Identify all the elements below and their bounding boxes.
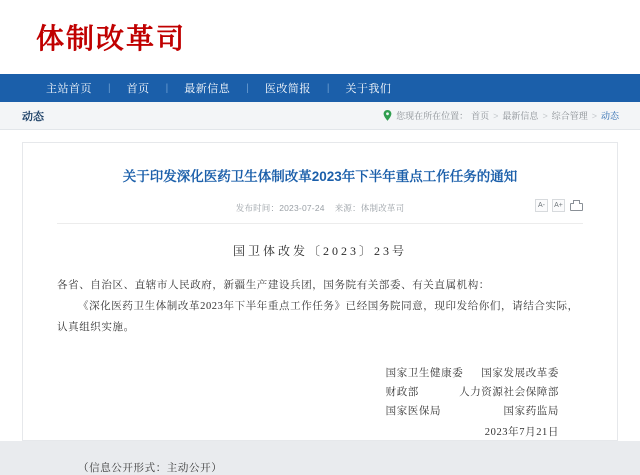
- document-body: [57, 275, 583, 338]
- breadcrumb-prefix: 您现在所在位置：: [396, 111, 469, 121]
- breadcrumb-item-latest-info[interactable]: 最新信息: [502, 111, 539, 121]
- signer-finance-ministry: 财政部: [385, 387, 419, 398]
- signer-development-reform: 国家发展改革委: [481, 368, 559, 379]
- breadcrumb-item-current: 动态: [600, 111, 619, 121]
- location-pin-icon: [383, 110, 392, 121]
- content-area: [0, 130, 640, 474]
- signer-human-resources: 人力资源社会保障部: [459, 387, 559, 398]
- signature-row: [386, 383, 559, 402]
- site-header: [0, 0, 640, 74]
- document-meta: [57, 199, 583, 217]
- breadcrumb-separator: >: [493, 110, 499, 121]
- document-tools: [535, 199, 583, 212]
- document-number: 国卫体改发〔2023〕23号: [232, 244, 407, 258]
- site-title: 体制改革司: [36, 24, 187, 55]
- source-value: 体制改革司: [360, 203, 405, 213]
- document-title: 关于印发深化医药卫生体制改革2023年下半年重点工作任务的通知: [122, 169, 518, 184]
- font-increase-button[interactable]: A+: [552, 199, 565, 212]
- meta-divider: [57, 223, 583, 224]
- nav-item-home-main[interactable]: 主站首页: [46, 83, 92, 95]
- signer-health-commission: 国家卫生健康委: [385, 368, 464, 379]
- publish-date: 2023-07-24: [279, 203, 325, 213]
- font-decrease-button[interactable]: A-: [535, 199, 548, 212]
- document-card: [22, 142, 618, 474]
- main-navigation: [0, 74, 640, 102]
- breadcrumb-item-general-admin[interactable]: 综合管理: [551, 111, 588, 121]
- signer-medical-insurance: 国家医保局: [385, 406, 442, 417]
- signature-block: [57, 364, 583, 442]
- signature-row: [386, 364, 559, 383]
- breadcrumb-separator: >: [591, 110, 597, 121]
- nav-separator: |: [326, 82, 330, 94]
- nav-item-about-us[interactable]: 关于我们: [345, 83, 392, 95]
- breadcrumb: [383, 109, 622, 122]
- nav-item-reform-bulletin[interactable]: 医改简报: [264, 83, 311, 95]
- nav-separator: |: [108, 82, 111, 94]
- publish-label: 发布时间：: [235, 203, 280, 213]
- section-title: 动态: [22, 110, 44, 123]
- nav-separator: |: [165, 82, 169, 94]
- print-button[interactable]: [569, 199, 583, 212]
- document-paragraph-recipients: 各省、自治区、直辖市人民政府，新疆生产建设兵团，国务院有关部委、有关直属机构：: [57, 280, 490, 291]
- source-label: 来源：: [334, 203, 361, 213]
- section-bar: [0, 102, 640, 130]
- nav-separator: |: [246, 82, 249, 94]
- breadcrumb-separator: >: [542, 110, 548, 121]
- signature-date: 2023年7月21日: [484, 427, 559, 438]
- disclosure-note: （信息公开形式：主动公开）: [78, 463, 223, 474]
- printer-icon: [570, 203, 583, 211]
- signer-drug-administration: 国家药监局: [503, 406, 559, 417]
- breadcrumb-item-home[interactable]: 首页: [471, 111, 490, 121]
- signature-row: [386, 402, 559, 421]
- nav-item-home[interactable]: 首页: [126, 83, 150, 95]
- nav-item-latest-info[interactable]: 最新信息: [184, 83, 231, 95]
- document-paragraph-main: 《深化医药卫生体制改革2023年下半年重点工作任务》已经国务院同意，现印发给你们，请结合实际，认真组织实施。: [57, 301, 579, 333]
